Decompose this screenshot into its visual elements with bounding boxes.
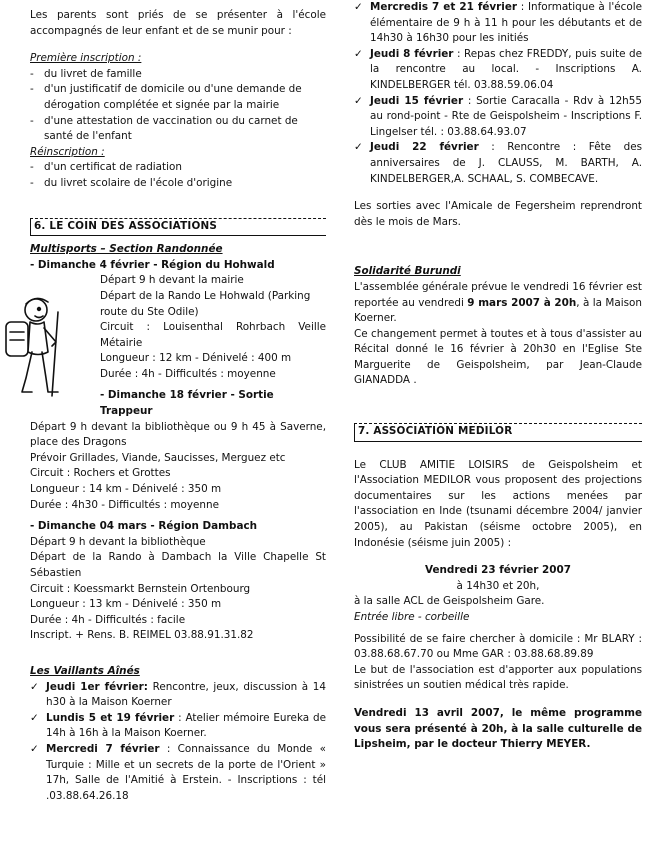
list-item: ✓ Jeudi 15 février : Sortie Caracalla - Rdv à 12h55 au rond-point - Rte de Geispolsheim - Inscriptions F. Lingelser tél. : 03.88.64.93.07 <box>354 94 642 141</box>
dambach-line: Inscript. + Rens. B. REIMEL 03.88.91.31.82 <box>30 629 254 642</box>
hohwald-line: Longueur : 12 km - Dénivelé : 400 m <box>100 352 292 365</box>
list-item: - du livret de famille <box>30 67 142 80</box>
list-item: - du livret scolaire de l'école d'origine <box>30 176 233 189</box>
dambach-line: Longueur : 13 km - Dénivelé : 350 m <box>30 598 222 611</box>
right-column <box>354 0 642 753</box>
list-item: ✓ Lundis 5 et 19 février : Atelier mémoire Eureka de 14h à 16h à la Maison Koerner. <box>30 711 326 742</box>
list-item: - d'un justificatif de domicile ou d'une demande de dérogation complétée et signée par la mairie <box>30 83 302 111</box>
hiker-illustration <box>0 292 66 402</box>
intro-text: Les parents sont priés de se présenter à l'école accompagnés de leur enfant et de se munir pour : <box>30 9 326 37</box>
section-6-header: 6. LE COIN DES ASSOCIATIONS <box>30 218 326 237</box>
event-entry: Entrée libre - corbeille <box>354 611 470 623</box>
dambach-line: Durée : 4h - Difficultés : facile <box>30 613 186 626</box>
section-7-header: 7. ASSOCIATION MEDILOR <box>354 423 642 442</box>
dambach-line: Départ 9 h devant la bibliothèque <box>30 535 206 548</box>
list-item: - d'une attestation de vaccination ou du carnet de santé de l'enfant <box>30 114 298 143</box>
vaillants-title: Les Vaillants Aînés <box>30 664 140 677</box>
checkmark-icon: ✓ <box>30 711 39 724</box>
burundi-title: Solidarité Burundi <box>354 265 461 278</box>
event-date: Vendredi 23 février 2007 <box>425 564 571 577</box>
dambach-title: - Dimanche 04 mars - Région Dambach <box>30 520 258 533</box>
trappeur-title: - Dimanche 18 février - Sortie Trappeur <box>100 389 274 418</box>
event-place: à la salle ACL de Geispolsheim Gare. <box>354 595 545 608</box>
hohwald-line: Départ de la Rando Le Hohwald (Parking route du Ste Odile) <box>100 289 311 318</box>
medilor-paragraph: Le CLUB AMITIE LOISIRS de Geispolsheim et l'Association MEDILOR vous proposent des projections documentaires sur les actions menées par l'association en Inde (tsunami décembre 2004/ janvier 2005), au Pakistan (séisme octobre 2005), en Indonésie (séisme juin 2005) : <box>354 458 642 549</box>
hohwald-line: Départ 9 h devant la mairie <box>100 274 244 287</box>
premiere-inscription-title: Première inscription : <box>30 52 142 65</box>
checkmark-icon: ✓ <box>354 141 363 154</box>
hohwald-line: Circuit : Louisenthal Rohrbach Veille Métairie <box>100 321 326 349</box>
left-column <box>30 8 326 804</box>
list-item: ✓ Mercredi 7 février : Connaissance du Monde « Turquie : Mille et un secrets de la porte de l'Orient » 17h, Salle de l'Amitié à Erstein. - Inscriptions : tél .03.88.64.26.18 <box>30 742 326 804</box>
hohwald-line: Durée : 4h - Difficultés : moyenne <box>100 367 276 380</box>
checkmark-icon: ✓ <box>30 680 39 693</box>
reinscription-title: Réinscription : <box>30 145 105 158</box>
dambach-line: Circuit : Koessmarkt Bernstein Ortenbourg <box>30 582 251 595</box>
checkmark-icon: ✓ <box>30 742 39 755</box>
trappeur-line: Circuit : Rochers et Grottes <box>30 467 171 480</box>
hohwald-title: - Dimanche 4 février - Région du Hohwald <box>30 258 275 271</box>
trappeur-line: Départ 9 h devant la bibliothèque ou 9 h 45 à Saverne, place des Dragons <box>30 420 326 449</box>
list-item: ✓ Jeudi 1er février: Rencontre, jeux, discussion à 14 h30 à la Maison Koerner <box>30 680 326 711</box>
checkmark-icon: ✓ <box>354 94 363 107</box>
list-item: ✓ Jeudi 22 février : Rencontre : Fête des anniversaires de J. CLAUSS, M. BARTH, A. KINDELBERGER,A. SCHAAL, S. COMBECAVE. <box>354 140 642 187</box>
goal-text: Le but de l'association est d'apporter aux populations sinistrées un soutien médical très rapide. <box>354 663 642 692</box>
lipsheim-text: Vendredi 13 avril 2007, le même programme vous sera présenté à 20h, à la salle culturelle de Lipsheim, par le docteur Thierry MEYER. <box>354 706 642 751</box>
trappeur-line: Longueur : 14 km - Dénivelé : 350 m <box>30 483 222 496</box>
pickup-text: Possibilité de se faire chercher à domicile : Mr BLARY : 03.88.68.67.70 ou Mme GAR : 03.88.68.89.89 <box>354 632 642 661</box>
checkmark-icon: ✓ <box>354 47 363 60</box>
event-time: à 14h30 et 20h, <box>456 579 540 592</box>
checkmark-icon: ✓ <box>354 1 363 13</box>
list-item: - d'un certificat de radiation <box>30 161 182 174</box>
amicale-text: Les sorties avec l'Amicale de Fegersheim reprendront dès le mois de Mars. <box>354 200 642 228</box>
multisports-title: Multisports – Section Randonnée <box>30 243 223 256</box>
burundi-paragraph-2: Ce changement permet à toutes et à tous d'assister au Récital donné le 16 février à 20h30 en l'Eglise Ste Marguerite de Geispolsheim, par Jean-Claude GIANADDA . <box>354 327 642 387</box>
trappeur-line: Prévoir Grillades, Viande, Saucisses, Merguez etc <box>30 451 286 464</box>
dambach-line: Départ de la Rando à Dambach la Ville Chapelle St Sébastien <box>30 551 326 579</box>
trappeur-line: Durée : 4h30 - Difficultés : moyenne <box>30 498 219 511</box>
list-item: ✓ Mercredis 7 et 21 février : Informatique à l'école élémentaire de 9 h à 11 h pour les débutants et de 14h30 à 16h30 pour les initiés <box>354 0 642 47</box>
list-item: ✓ Jeudi 8 février : Repas chez FREDDY, puis suite de la rencontre au local. - Inscriptions A. KINDELBERGER tél. 03.88.59.06.04 <box>354 47 642 94</box>
burundi-paragraph: L'assemblée générale prévue le vendredi 16 février est reportée au vendredi 9 mars 2007 à 20h, à la Maison Koerner. <box>354 280 642 325</box>
